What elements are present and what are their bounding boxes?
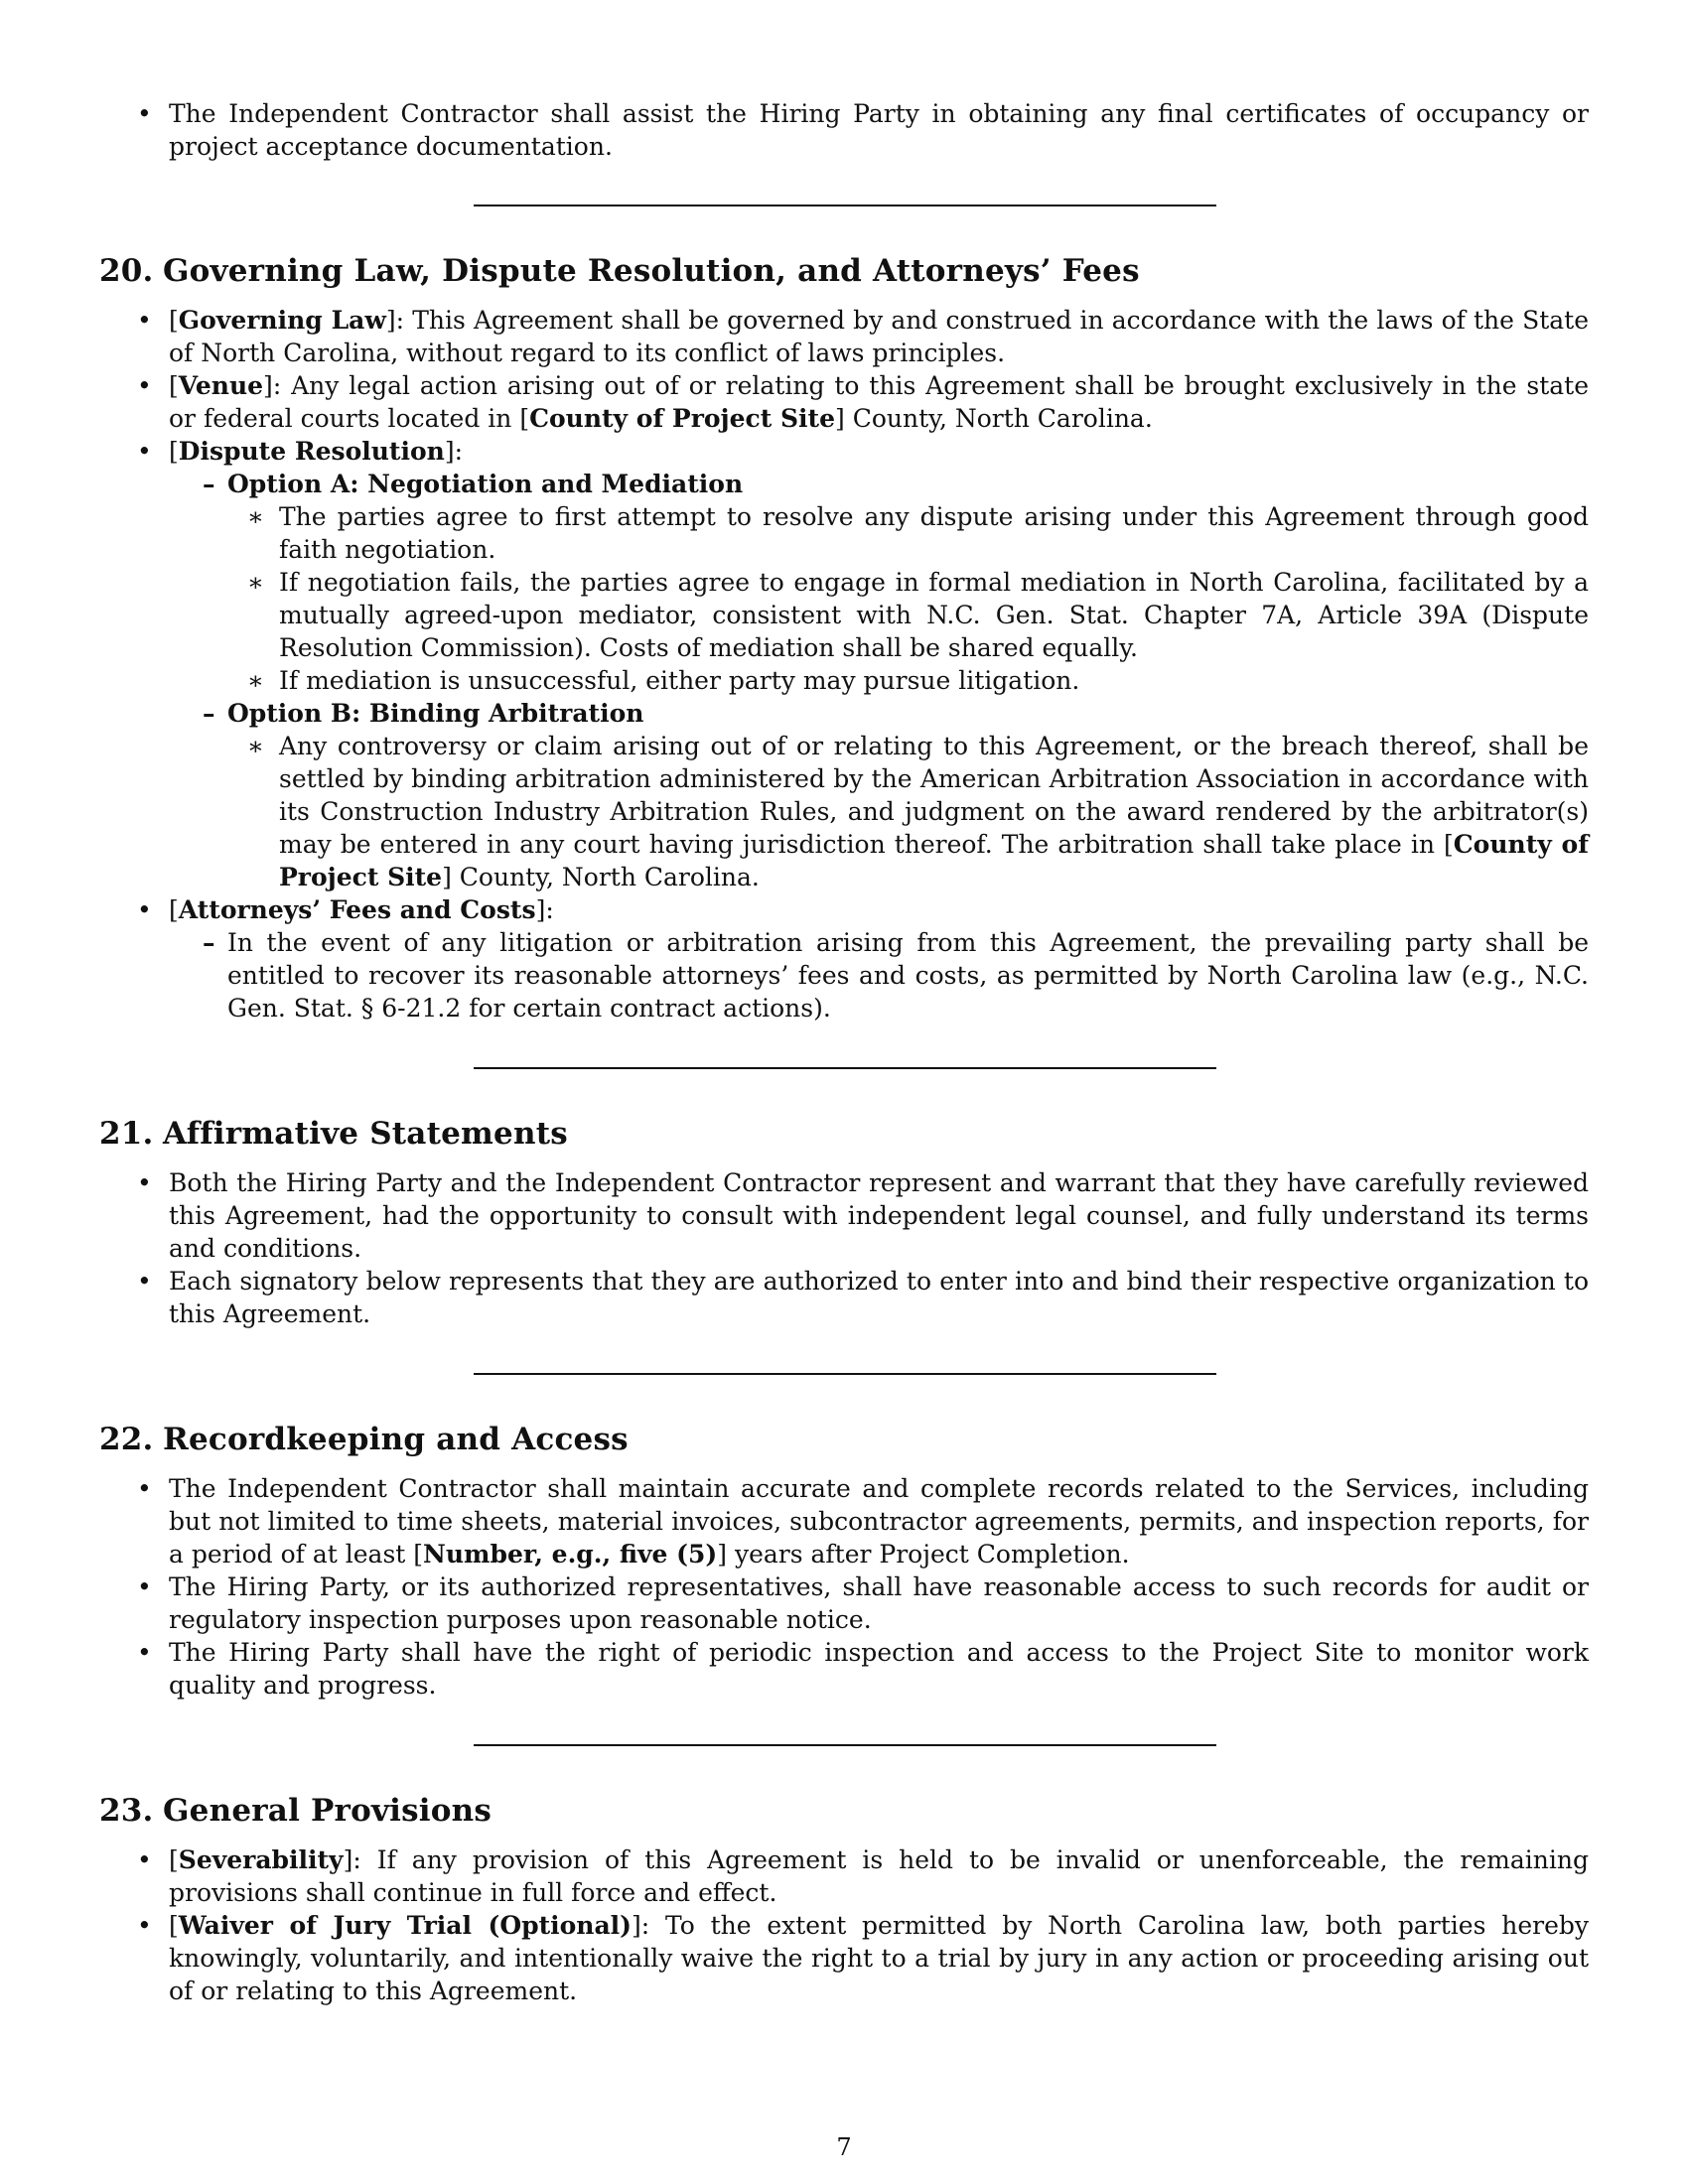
page-content <box>99 97 1589 2007</box>
bullet-marker: • <box>137 1638 152 1667</box>
option-a-text: If mediation is unsuccessful, either party may pursue litigation. <box>279 666 1080 695</box>
open-bracket: [ <box>169 1845 179 1874</box>
section-title: Recordkeeping and Access <box>163 1422 629 1457</box>
governing-law-label: Governing Law <box>178 306 386 335</box>
venue-label: Venue <box>178 371 264 400</box>
list-item <box>227 664 1589 697</box>
close-bracket: ] <box>717 1540 727 1569</box>
list-item <box>99 1636 1589 1702</box>
section-title: Governing Law, Dispute Resolution, and Attorneys’ Fees <box>163 253 1140 289</box>
severability-label: Severability <box>178 1845 344 1874</box>
list-item <box>99 1166 1589 1265</box>
option-b-text: Any controversy or claim arising out of or relating to this Agreement, or the breach thereof, shall be settled by binding arbitration administered by the American Arbitration Association in accordance with its Construction Industry Arbitration Rules, and judgment on the award rendered by the arbitrator(s) may be entered in any court having jurisdiction thereof. The arbitration shall take place in <box>279 732 1589 859</box>
close-bracket: ] <box>263 371 273 400</box>
option-a-item <box>169 468 1589 697</box>
list-item <box>227 730 1589 893</box>
venue-text: : Any legal action arising out of or relating to this Agreement shall be brought exclusively in the state or federal courts located in <box>169 371 1589 433</box>
waiver-item <box>99 1909 1589 2007</box>
star-marker: ∗ <box>247 732 264 760</box>
attorneys-fees-list <box>169 926 1589 1024</box>
list-item <box>99 97 1589 163</box>
section-number: 21. <box>99 1116 154 1152</box>
attorneys-fees-label: Attorneys’ Fees and Costs <box>178 895 536 924</box>
bullet-marker: • <box>137 1474 152 1503</box>
list-item <box>99 1472 1589 1570</box>
intro-item-text: The Independent Contractor shall assist the Hiring Party in obtaining any final certificates of occupancy or project acceptance documentation. <box>169 99 1589 161</box>
open-bracket: [ <box>519 404 530 433</box>
section-title: General Provisions <box>163 1793 492 1829</box>
option-b-title: Option B: Binding Arbitration <box>227 699 644 728</box>
star-marker: ∗ <box>247 666 264 695</box>
close-bracket: ] <box>835 404 845 433</box>
bullet-marker: • <box>137 306 152 335</box>
bullet-marker: • <box>137 1267 152 1296</box>
dispute-resolution-item: • [Dispute Resolution]: – Option A: Negotiation and Mediation ∗ The parties agree to first attempt to resolve any dispute arising under this Agreement through good faith negotiation. ∗ If negotiation fails, the parties agree to engage in formal mediation in North Carolina, facilitated by a mutually agreed-upon mediator, consistent with N.C. Gen. Stat. Chapter 7A, Article 39A (Dispute Resolution Commission). Costs of mediation shall be shared equally. ∗ If mediation is unsuccessful, either party may pursue litigation. – Option B: Binding Arbitration ∗ Any controversy or claim arising out of or relating to this Agreement, or the breach thereof, shall be settled by binding arbitration administered by the American Arbitration Association in accordance with its Construction Industry Arbitration Rules, and judgment on the award rendered by the arbitrator(s) may be entered in any court having jurisdiction thereof. The arbitration shall take place in [County of Project Site] County, North Carolina. <box>137 437 1589 891</box>
section-divider <box>474 205 1216 206</box>
open-bracket: [ <box>169 371 179 400</box>
section-22-heading <box>99 1420 1589 1459</box>
bullet-marker: • <box>137 1845 152 1874</box>
waiver-label: Waiver of Jury Trial (Optional) <box>178 1911 633 1940</box>
inspection-text: The Hiring Party shall have the right of periodic inspection and access to the Project Site to monitor work quality and progress. <box>169 1638 1589 1700</box>
section-22-list <box>99 1472 1589 1702</box>
list-item <box>99 1265 1589 1330</box>
bullet-marker: • <box>137 895 152 924</box>
attorneys-fees-item: • [Attorneys’ Fees and Costs]: – In the event of any litigation or arbitration arising from this Agreement, the prevailing party shall be entitled to recover its reasonable attorneys’ fees and costs, as permitted by North Carolina law (e.g., N.C. Gen. Stat. § 6-21.2 for certain contract actions). <box>137 895 1589 1023</box>
governing-law-item <box>99 304 1589 369</box>
severability-item <box>99 1843 1589 1909</box>
recordkeeping-text-end: years after Project Completion. <box>727 1540 1130 1569</box>
close-bracket: ] <box>444 437 455 466</box>
intro-list <box>99 97 1589 163</box>
option-b-item <box>169 697 1589 893</box>
list-item <box>227 566 1589 664</box>
recordkeeping-text: The Independent Contractor shall maintain accurate and complete records related to the Services, including but not limited to time sheets, material invoices, subcontractor agreements, permits, and inspection reports, for a period of at least <box>169 1474 1589 1569</box>
open-bracket: [ <box>169 437 179 466</box>
dash-marker: – <box>203 699 215 728</box>
venue-item <box>99 369 1589 435</box>
affirmative-text: Each signatory below represents that they are authorized to enter into and bind their respective organization to this Agreement. <box>169 1267 1589 1328</box>
open-bracket: [ <box>169 306 179 335</box>
close-bracket: ] <box>442 863 452 891</box>
recordkeeping-placeholder: Number, e.g., five (5) <box>423 1540 718 1569</box>
bullet-marker: • <box>137 371 152 400</box>
section-20-list <box>99 304 1589 1024</box>
venue-text-end: County, North Carolina. <box>844 404 1153 433</box>
close-bracket: ] <box>385 306 396 335</box>
bullet-marker: • <box>137 99 152 128</box>
option-a-text: The parties agree to first attempt to resolve any dispute arising under this Agreement through good faith negotiation. <box>279 502 1589 564</box>
severability-text: : If any provision of this Agreement is held to be invalid or unenforceable, the remaining provisions shall continue in full force and effect. <box>169 1845 1589 1907</box>
page-number: 7 <box>836 2133 852 2161</box>
star-marker: ∗ <box>247 502 264 531</box>
close-bracket: ] <box>632 1911 641 1940</box>
list-item <box>99 1570 1589 1636</box>
option-a-title: Option A: Negotiation and Mediation <box>227 470 744 498</box>
close-bracket: ] <box>343 1845 353 1874</box>
open-bracket: [ <box>169 1911 179 1940</box>
dash-marker: – <box>203 470 215 498</box>
bullet-marker: • <box>137 437 152 466</box>
governing-law-text: : This Agreement shall be governed by and construed in accordance with the laws of the State of North Carolina, without regard to its conflict of laws principles. <box>169 306 1589 367</box>
option-b-text-end: County, North Carolina. <box>451 863 760 891</box>
section-number: 20. <box>99 253 154 289</box>
bullet-marker: • <box>137 1911 152 1940</box>
list-item <box>227 500 1589 566</box>
list-item <box>169 926 1589 1024</box>
section-23-list <box>99 1843 1589 2007</box>
section-20-heading <box>99 251 1589 291</box>
option-a-list <box>227 500 1589 697</box>
open-bracket: [ <box>413 1540 424 1569</box>
section-number: 22. <box>99 1422 154 1457</box>
section-21-list <box>99 1166 1589 1330</box>
records-access-text: The Hiring Party, or its authorized representatives, shall have reasonable access to such records for audit or regulatory inspection purposes upon reasonable notice. <box>169 1572 1589 1634</box>
section-title: Affirmative Statements <box>163 1116 568 1152</box>
open-bracket: [ <box>1444 830 1454 859</box>
section-divider <box>474 1067 1216 1069</box>
attorneys-fees-text: In the event of any litigation or arbitration arising from this Agreement, the prevailing party shall be entitled to recover its reasonable attorneys’ fees and costs, as permitted by North Carolina law (e.g., N.C. Gen. Stat. § 6-21.2 for certain contract actions). <box>227 928 1589 1023</box>
section-divider <box>474 1744 1216 1746</box>
section-21-heading <box>99 1114 1589 1154</box>
dispute-resolution-label: Dispute Resolution <box>178 437 445 466</box>
star-marker: ∗ <box>247 568 264 597</box>
waiver-text: : To the extent permitted by North Carolina law, both parties hereby knowingly, voluntarily, and intentionally waive the right to a trial by jury in any action or proceeding arising out of or relating to this Agreement. <box>169 1911 1589 2005</box>
affirmative-text: Both the Hiring Party and the Independent Contractor represent and warrant that they have carefully reviewed this Agreement, had the opportunity to consult with independent legal counsel, and fully understand its terms and conditions. <box>169 1168 1589 1263</box>
bullet-marker: • <box>137 1572 152 1601</box>
dispute-options-list <box>169 468 1589 893</box>
section-divider <box>474 1373 1216 1375</box>
dash-marker: – <box>203 928 215 957</box>
venue-placeholder: County of Project Site <box>529 404 835 433</box>
bullet-marker: • <box>137 1168 152 1197</box>
option-b-list <box>227 730 1589 893</box>
open-bracket: [ <box>169 895 179 924</box>
close-bracket: ] <box>535 895 546 924</box>
option-b-placeholder: County of Project Site <box>279 830 1589 891</box>
section-23-heading <box>99 1791 1589 1831</box>
section-number: 23. <box>99 1793 154 1829</box>
option-a-text: If negotiation fails, the parties agree to engage in formal mediation in North Carolina, facilitated by a mutually agreed-upon mediator, consistent with N.C. Gen. Stat. Chapter 7A, Article 39A (Dispute Resolution Commission). Costs of mediation shall be shared equally. <box>279 568 1589 662</box>
